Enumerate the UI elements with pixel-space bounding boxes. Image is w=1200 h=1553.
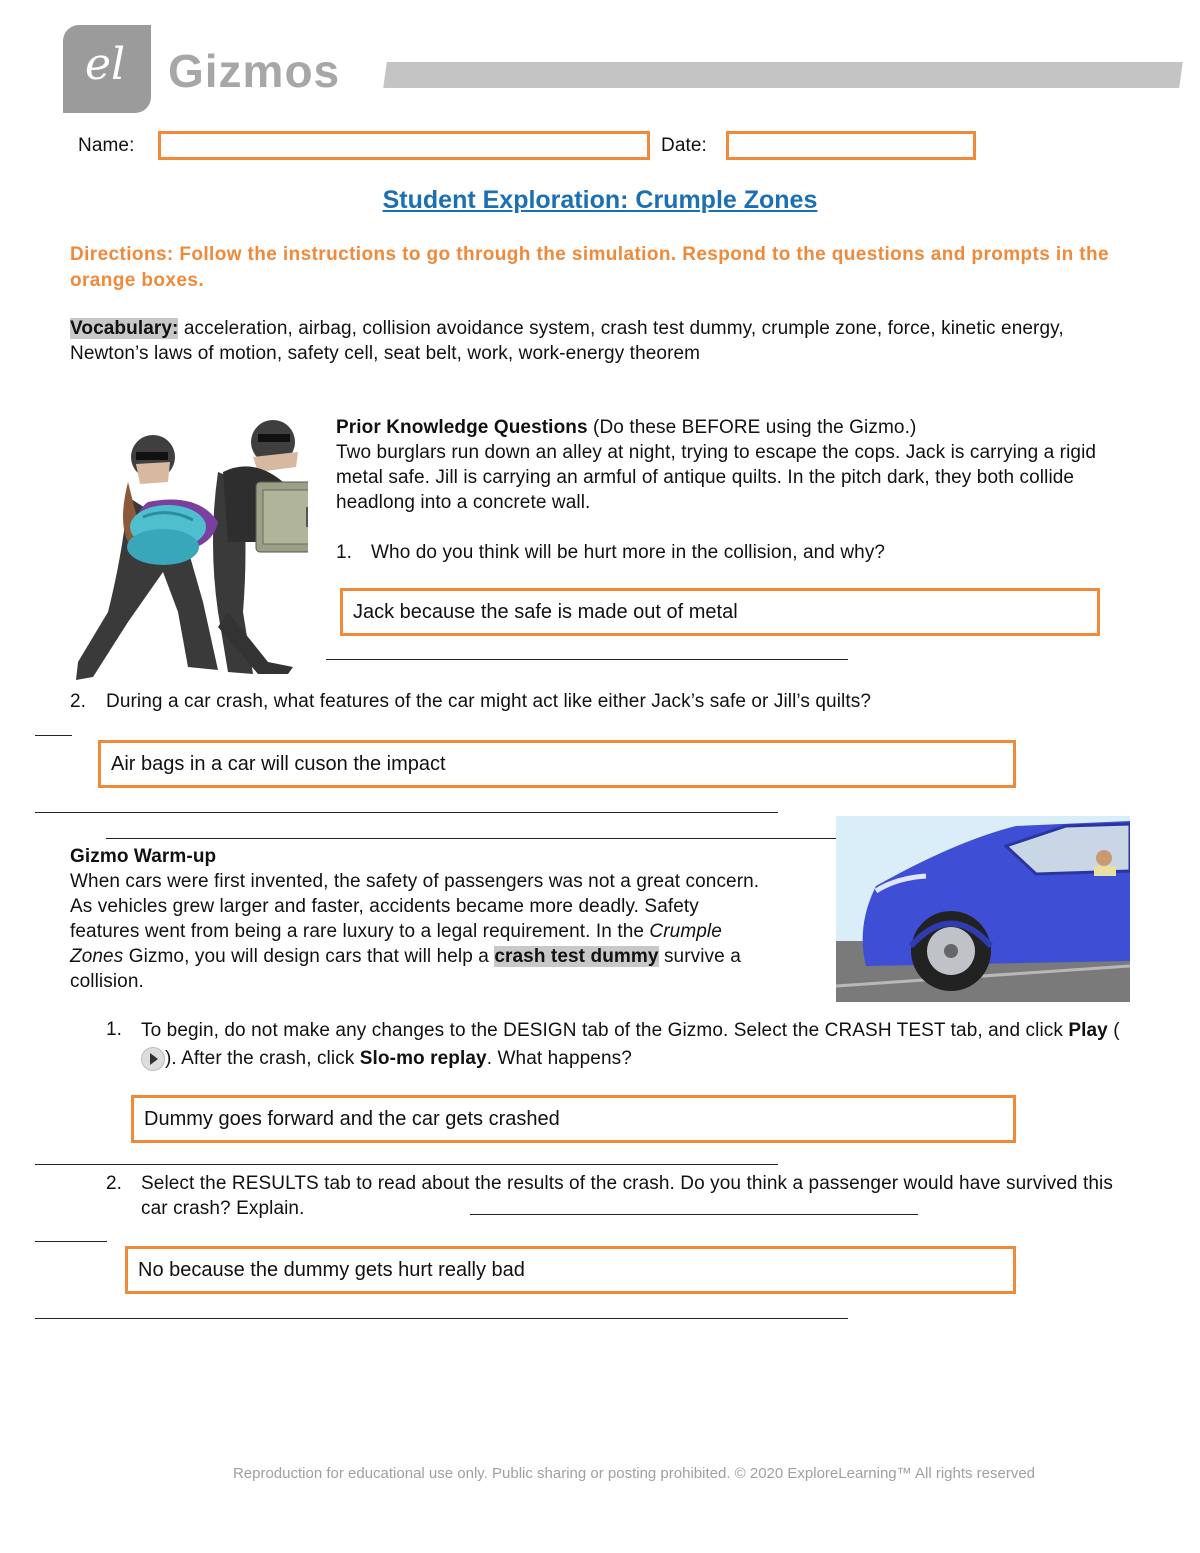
logo-mark: el — [85, 39, 126, 90]
vocabulary-terms: acceleration, airbag, collision avoidance system, crash test dummy, crumple zone, force, kinetic energy, Newton’s laws of motion, safety cell, seat belt, work, work-energy theorem — [70, 318, 1064, 364]
prior-knowledge-paragraph: Two burglars run down an alley at night, trying to escape the cops. Jack is carrying a rigid metal safe. Jill is carrying an armful of antique quilts. In the pitch dark, they both collide headlong into a concrete wall. — [336, 442, 1097, 513]
answer-line — [326, 659, 848, 660]
pk-answer-2-box[interactable] — [98, 740, 1016, 788]
play-icon — [141, 1047, 165, 1071]
answer-line — [35, 1164, 778, 1165]
car-illustration — [836, 816, 1130, 1002]
date-field[interactable] — [726, 131, 976, 160]
jack-figure — [213, 420, 308, 674]
pk-question-1-text: Who do you think will be hurt more in the collision, and why? — [371, 542, 886, 563]
answer-line — [35, 1318, 848, 1319]
brand-name: Gizmos — [168, 45, 341, 97]
directions: Directions: Follow the instructions to go through the simulation. Respond to the questions and prompts in the orange boxes. — [70, 244, 1109, 291]
pk-answer-1-text: Jack because the safe is made out of metal — [353, 601, 738, 623]
burglars-illustration — [68, 412, 308, 692]
answer-line — [35, 812, 778, 813]
warmup-question-2-number: 2. — [106, 1173, 123, 1194]
answer-line — [470, 1214, 918, 1215]
pk-question-1-number: 1. — [336, 542, 353, 563]
warmup-answer-1-text: Dummy goes forward and the car gets crashed — [144, 1108, 560, 1130]
answer-line — [35, 735, 72, 736]
answer-line — [106, 838, 836, 839]
warmup-answer-1-box[interactable] — [131, 1095, 1016, 1143]
warmup-section: Gizmo Warm-up When cars were first invented, the safety of passengers was not a great concern. As vehicles grew larger and faster, accidents became more deadly. Safety features went from being a rare luxury to a legal requirement. In the Crumple Zones Gizmo, you will design cars that will help a crash test dummy survive a collision. — [70, 846, 760, 992]
prior-knowledge-note: (Do these BEFORE using the Gizmo.) — [587, 417, 917, 438]
vocabulary — [70, 316, 1130, 366]
highlight-term: crash test dummy — [494, 946, 659, 967]
logo-badge — [63, 25, 151, 113]
warmup-question-1-text: To begin, do not make any changes to the DESIGN tab of the Gizmo. Select the CRASH TEST tab, and click Play ( ). After the crash, click Slo-mo replay. What happens? — [141, 1020, 1120, 1069]
page-title: Student Exploration: Crumple Zones — [382, 186, 818, 214]
warmup-question-2-text: Select the RESULTS tab to read about the results of the crash. Do you think a passenger would have survived this car crash? Explain. — [141, 1173, 1113, 1219]
prior-knowledge — [336, 415, 1136, 515]
pk-answer-1-box[interactable] — [340, 588, 1100, 636]
date-label: Date: — [661, 135, 707, 156]
warmup-heading: Gizmo Warm-up — [70, 846, 217, 867]
name-field[interactable] — [158, 131, 650, 160]
warmup-question-1-number: 1. — [106, 1019, 123, 1040]
jill-figure — [76, 435, 218, 680]
pk-question-2-number: 2. — [70, 691, 87, 712]
warmup-answer-2-text: No because the dummy gets hurt really bad — [138, 1259, 525, 1281]
footer-copyright: Reproduction for educational use only. Public sharing or posting prohibited. © 2020 ExploreLearning™ All rights reserved — [232, 1465, 1036, 1482]
pk-answer-2-text: Air bags in a car will cuson the impact — [111, 753, 446, 775]
name-label: Name: — [78, 135, 135, 156]
pk-question-2-text: During a car crash, what features of the car might act like either Jack’s safe or Jill’s quilts? — [106, 691, 872, 712]
warmup-answer-2-box[interactable] — [125, 1246, 1016, 1294]
header-bar — [383, 62, 1183, 88]
vocabulary-label: Vocabulary: — [70, 318, 179, 339]
answer-line — [35, 1241, 107, 1242]
prior-knowledge-heading: Prior Knowledge Questions — [336, 417, 588, 438]
